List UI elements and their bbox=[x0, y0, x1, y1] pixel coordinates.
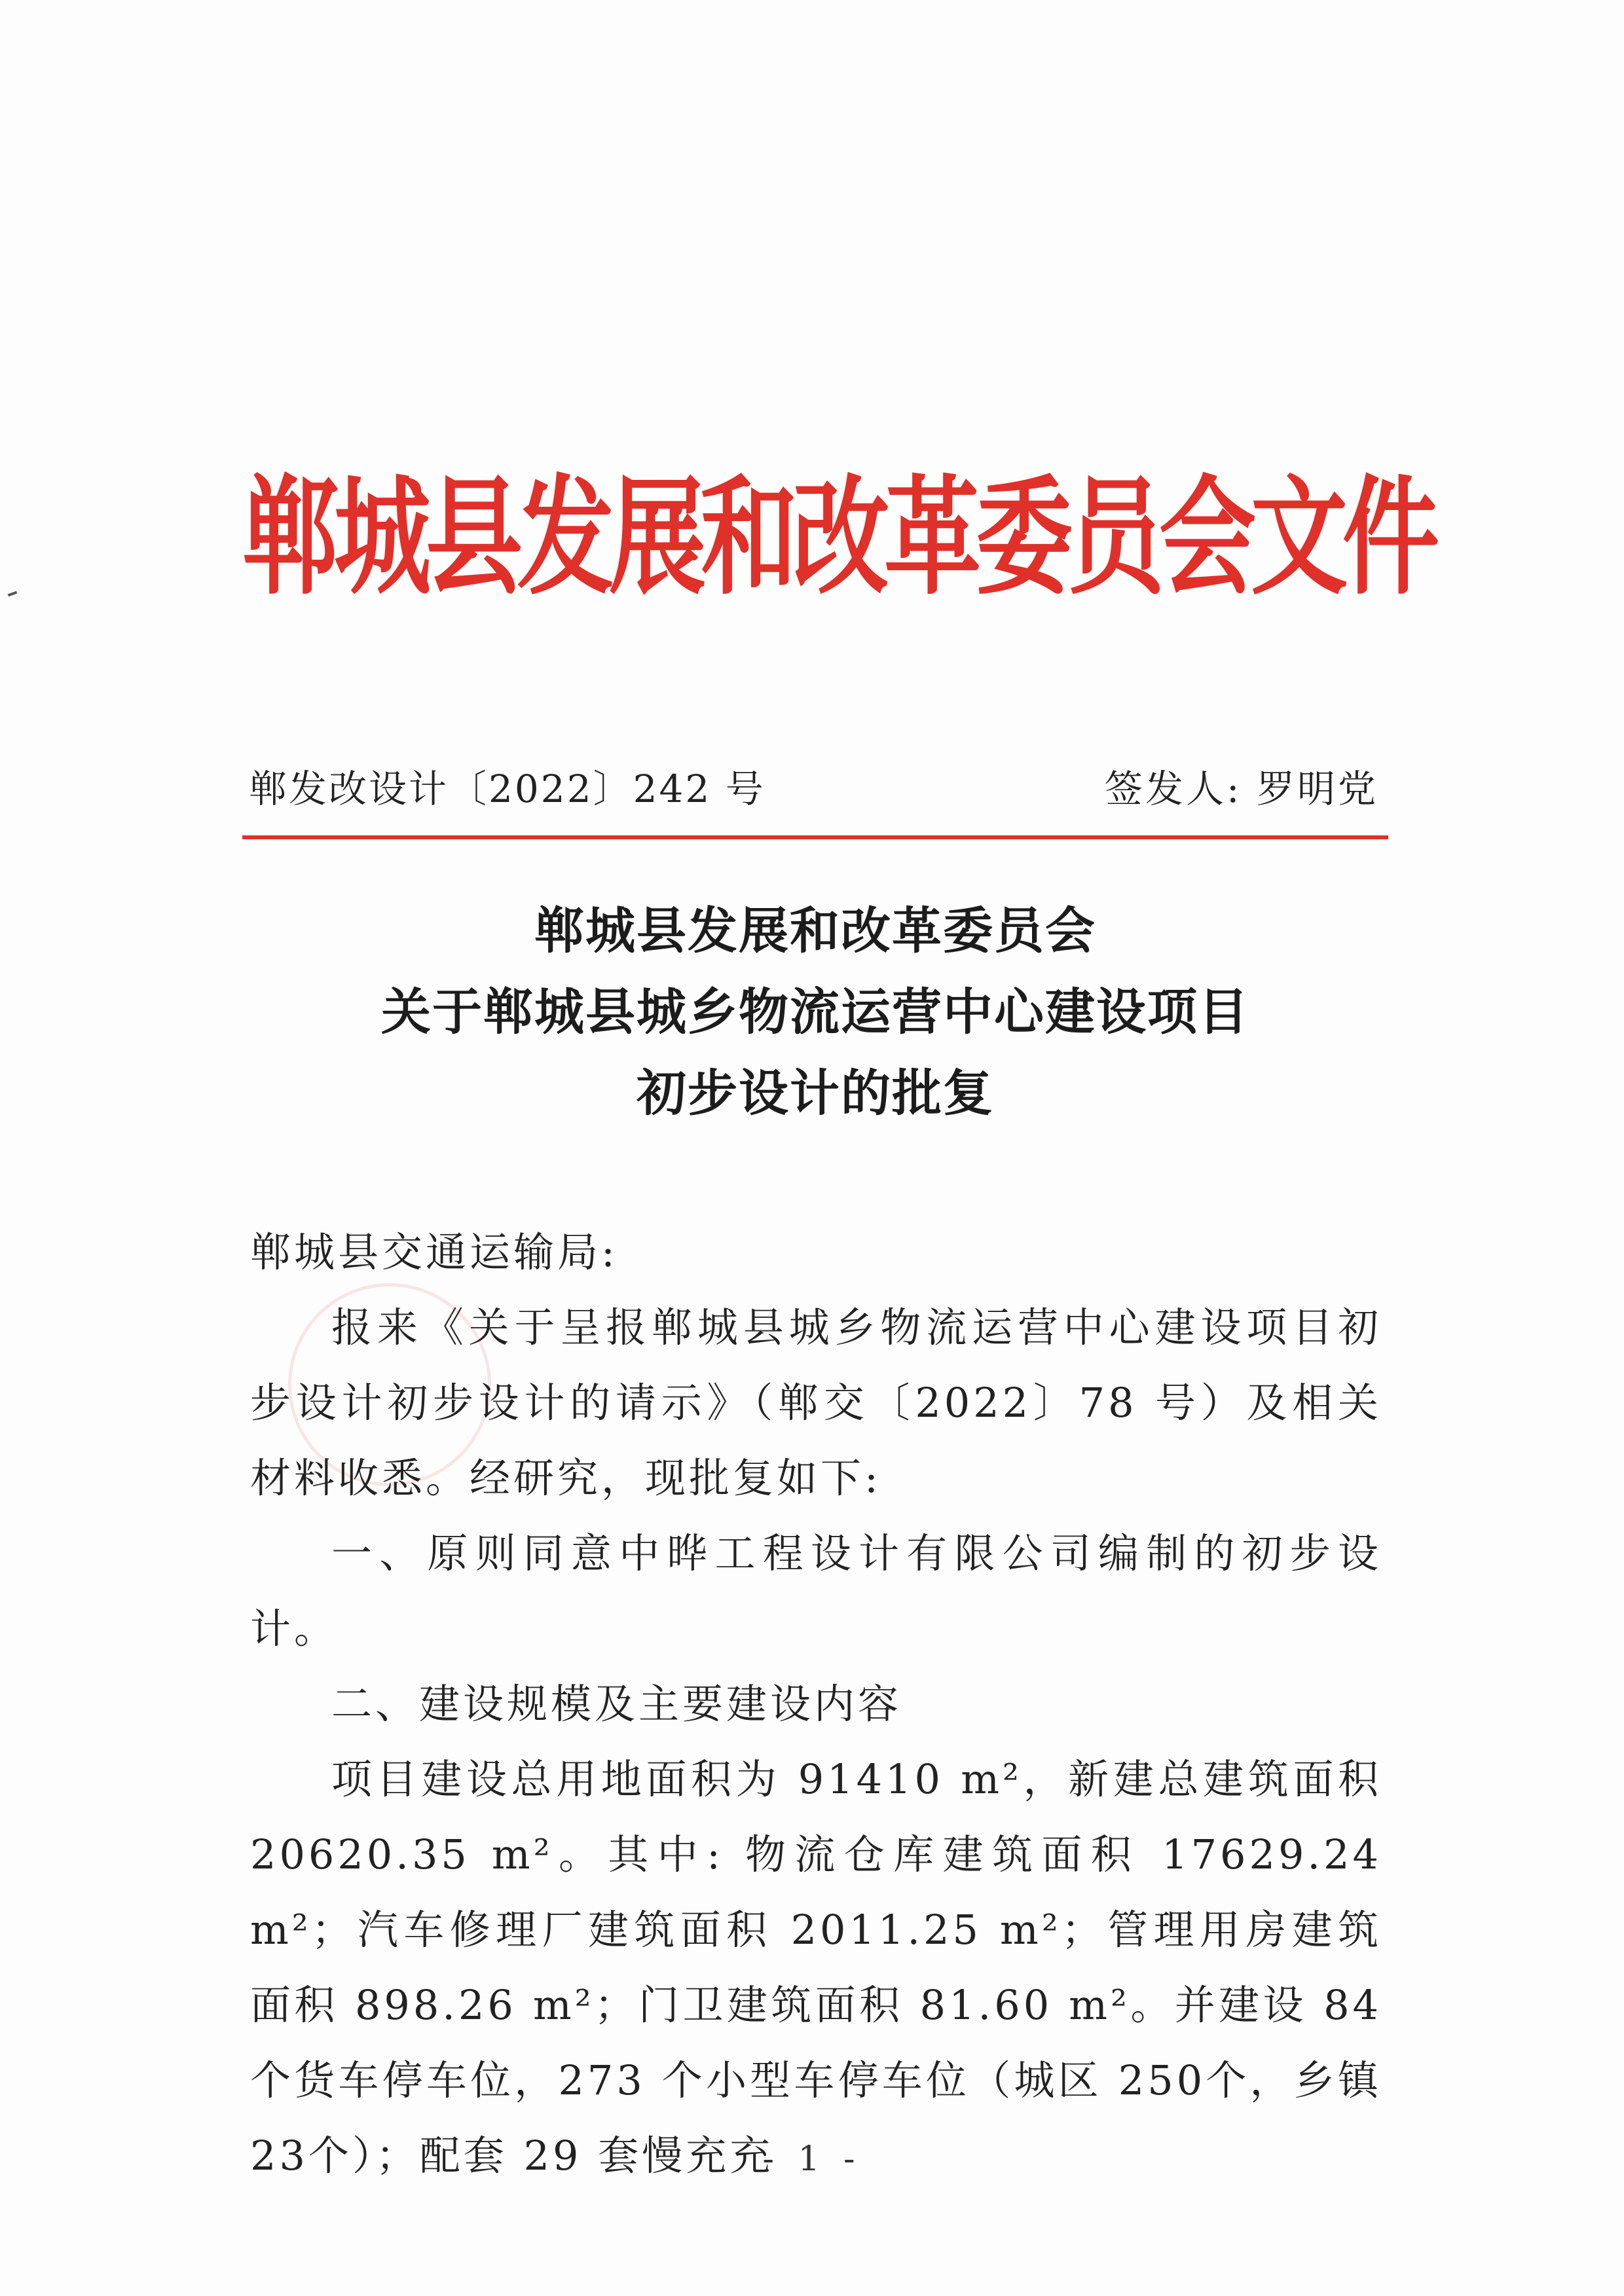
document-title bbox=[242, 890, 1388, 1134]
red-separator-rule bbox=[242, 835, 1388, 839]
page-number: - 1 - bbox=[762, 2140, 862, 2179]
paragraph-request: 报来《关于呈报郸城县城乡物流运营中心建设项目初步设计初步设计的请示》（郸交〔2022〕78 号）及相关材料收悉。经研究，现批复如下: bbox=[250, 1303, 1382, 1502]
title-line-1: 郸城县发展和改革委员会 bbox=[534, 902, 1096, 960]
scan-artifact bbox=[8, 591, 18, 597]
document-number: 郸发改设计〔2022〕242 号 bbox=[249, 767, 766, 811]
addressee: 郸城县交通运输局: bbox=[250, 1228, 618, 1276]
document-body bbox=[250, 1214, 1382, 2193]
title-line-2: 关于郸城县城乡物流运营中心建设项目 bbox=[381, 983, 1249, 1041]
masthead-title: 郸城县发展和改革委员会文件 bbox=[242, 462, 1434, 612]
paragraph-scale: 项目建设总用地面积为 91410 m²，新建总建筑面积 20620.35 m²。其中: 物流仓库建筑面积 17629.24 m²；汽车修理厂建筑面积 2011.25 m²；管理用房建筑面积 898.26 m²；门卫建筑面积 81.60 m²。并建设 84 个货车停车位，273 个小型车停车位（城区 250个，乡镇 23个）；配套 29 套慢充充 bbox=[250, 1755, 1382, 2179]
signer: 签发人: 罗明党 bbox=[1105, 767, 1378, 811]
title-line-3: 初步设计的批复 bbox=[637, 1064, 994, 1122]
paragraph-item-1: 一、原则同意中晔工程设计有限公司编制的初步设计。 bbox=[250, 1529, 1382, 1652]
paragraph-item-2-heading: 二、建设规模及主要建设内容 bbox=[331, 1680, 902, 1728]
document-number-row bbox=[249, 759, 1378, 818]
